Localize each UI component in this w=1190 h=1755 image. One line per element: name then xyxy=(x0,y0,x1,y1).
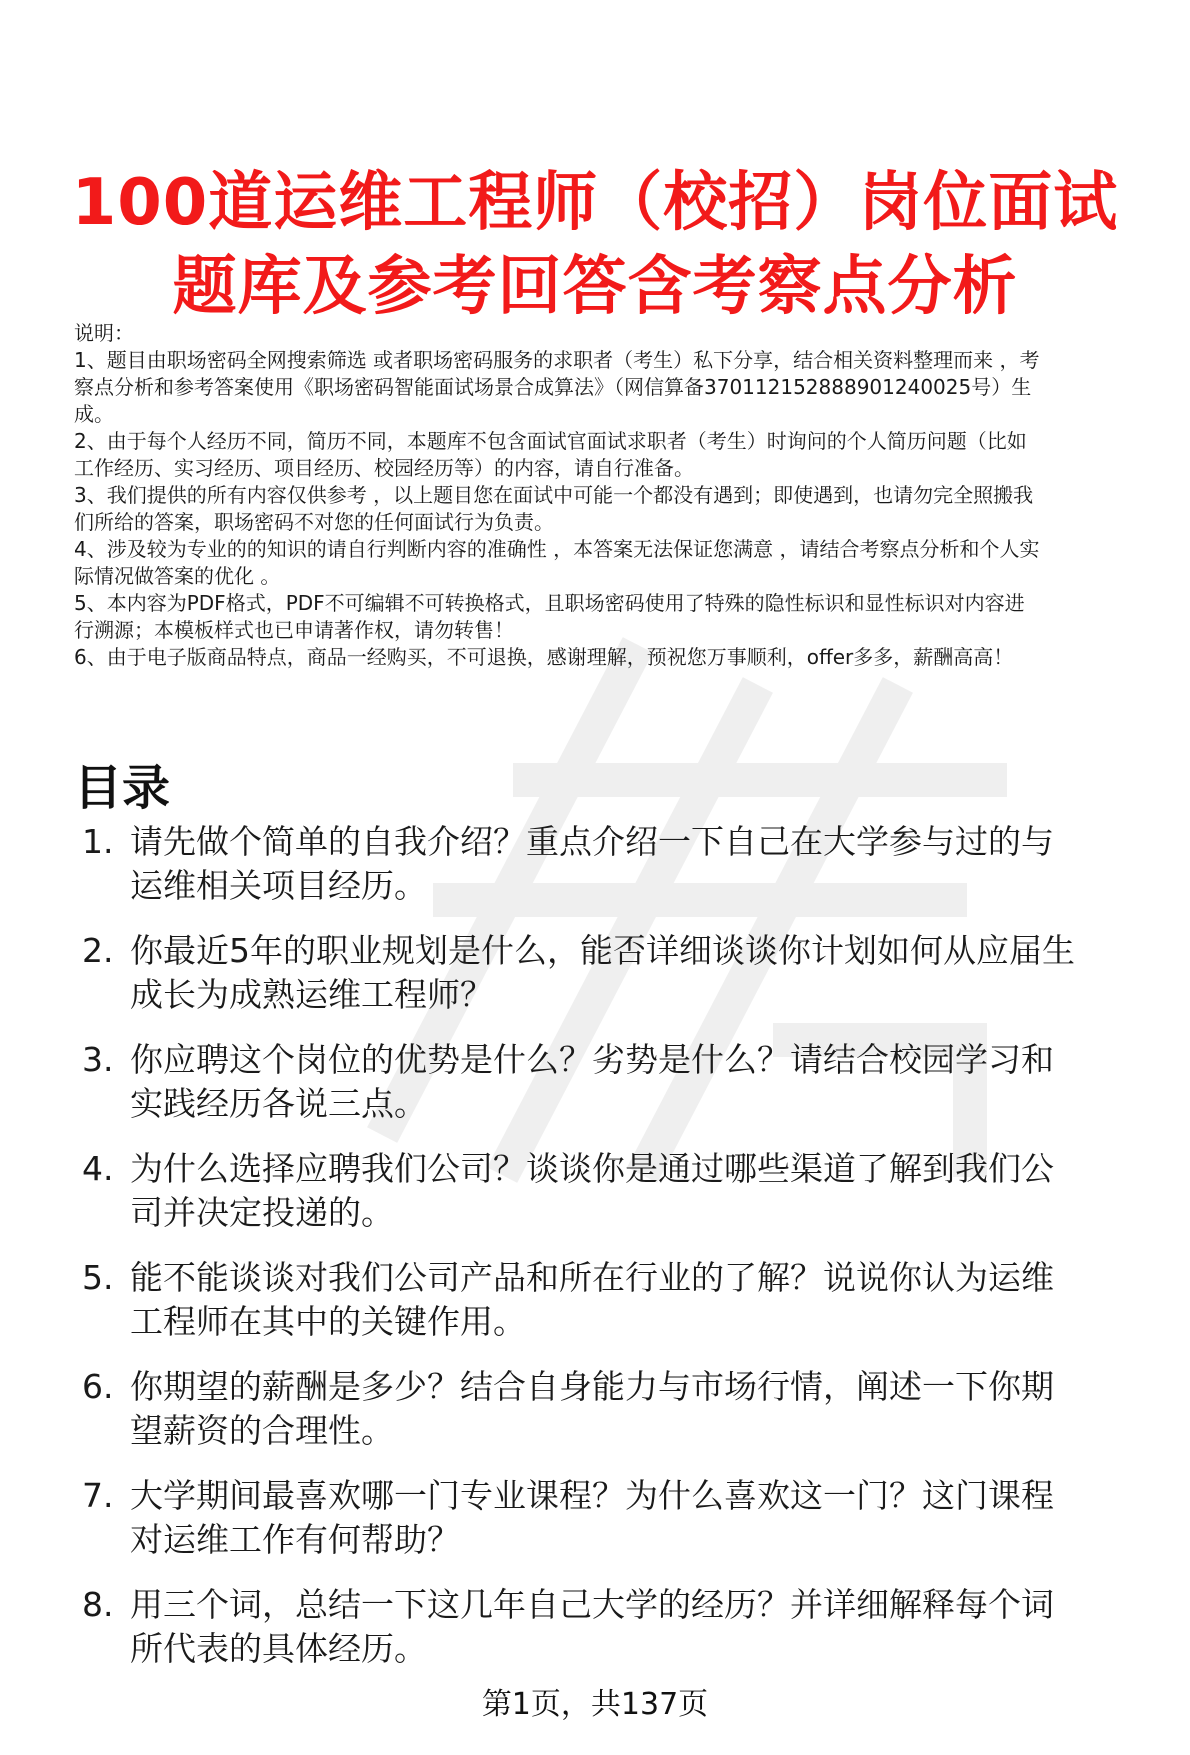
note-line: 工作经历、实习经历、项目经历、校园经历等）的内容，请自行准备。 xyxy=(74,456,694,480)
notes-heading: 说明： xyxy=(74,321,134,345)
toc-item-line: 成长为成熟运维工程师？ xyxy=(130,975,493,1014)
toc-item-number: 2. xyxy=(82,931,114,970)
toc-item xyxy=(74,1474,1164,1562)
toc-item xyxy=(74,1038,1164,1126)
toc-item-line: 你期望的薪酬是多少？结合自身能力与市场行情，阐述一下你期 xyxy=(130,1367,1054,1406)
title-line-2: 题库及参考回答含考察点分析 xyxy=(172,249,1018,324)
note-line: 成。 xyxy=(74,402,114,426)
toc-item-number: 6. xyxy=(82,1367,114,1406)
toc-item-line: 请先做个简单的自我介绍？重点介绍一下自己在大学参与过的与 xyxy=(130,822,1054,861)
toc-item-line: 望薪资的合理性。 xyxy=(130,1411,394,1450)
toc-item-line: 工程师在其中的关键作用。 xyxy=(130,1302,526,1341)
toc-item-line: 你最近5年的职业规划是什么，能否详细谈谈你计划如何从应届生 xyxy=(130,931,1075,970)
note-line: 行溯源；本模板样式也已申请著作权，请勿转售！ xyxy=(74,618,514,642)
note-line: 察点分析和参考答案使用《职场密码智能面试场景合成算法》（网信算备370112152888901240025号）生 xyxy=(74,375,1032,399)
toc-item-line: 司并决定投递的。 xyxy=(130,1193,394,1232)
toc-item-number: 7. xyxy=(82,1476,114,1515)
toc-item-line: 所代表的具体经历。 xyxy=(130,1629,427,1668)
toc-item xyxy=(74,929,1164,1017)
toc-item-number: 5. xyxy=(82,1258,114,1297)
note-line: 5、本内容为PDF格式，PDF不可编辑不可转换格式，且职场密码使用了特殊的隐性标识和显性标识对内容进 xyxy=(74,591,1025,615)
toc-item xyxy=(74,1583,1164,1671)
note-line: 3、我们提供的所有内容仅供参考 ，以上题目您在面试中可能一个都没有遇到；即使遇到，也请勿完全照搬我 xyxy=(74,483,1034,507)
toc-item-number: 8. xyxy=(82,1585,114,1624)
toc-item-line: 运维相关项目经历。 xyxy=(130,866,427,905)
note-line: 6、由于电子版商品特点，商品一经购买，不可退换，感谢理解，预祝您万事顺利，offer多多，薪酬高高！ xyxy=(74,645,1014,669)
toc-item xyxy=(74,1256,1164,1344)
toc-item xyxy=(74,820,1164,908)
toc-item xyxy=(74,1147,1164,1235)
toc-item-line: 用三个词，总结一下这几年自己大学的经历？并详细解释每个词 xyxy=(130,1585,1054,1624)
title-line-1: 100道运维工程师（校招）岗位面试 xyxy=(71,165,1119,240)
toc-item-line: 对运维工作有何帮助？ xyxy=(130,1520,460,1559)
toc-item-line: 实践经历各说三点。 xyxy=(130,1084,427,1123)
notes-section xyxy=(74,320,1164,671)
toc-list xyxy=(74,820,1164,1692)
toc-item-line: 为什么选择应聘我们公司？谈谈你是通过哪些渠道了解到我们公 xyxy=(130,1149,1054,1188)
document-title xyxy=(40,161,1150,329)
note-line: 们所给的答案，职场密码不对您的任何面试行为负责。 xyxy=(74,510,554,534)
toc-item-line: 你应聘这个岗位的优势是什么？劣势是什么？请结合校园学习和 xyxy=(130,1040,1054,1079)
note-line: 际情况做答案的优化 。 xyxy=(74,564,281,588)
toc-item-number: 1. xyxy=(82,822,114,861)
note-line: 4、涉及较为专业的的知识的请自行判断内容的准确性 ，本答案无法保证您满意 ，请结合考察点分析和个人实 xyxy=(74,537,1040,561)
page-number: 第1页，共137页 xyxy=(481,1687,709,1722)
note-line: 2、由于每个人经历不同，简历不同，本题库不包含面试官面试求职者（考生）时询问的个人简历问题（比如 xyxy=(74,429,1027,453)
note-line: 1、题目由职场密码全网搜索筛选 或者职场密码服务的求职者（考生）私下分享，结合相关资料整理而来 ，考 xyxy=(74,348,1040,372)
toc-item-line: 大学期间最喜欢哪一门专业课程？为什么喜欢这一门？这门课程 xyxy=(130,1476,1054,1515)
toc-heading: 目录 xyxy=(74,759,171,816)
toc-item-number: 3. xyxy=(82,1040,114,1079)
toc-item-number: 4. xyxy=(82,1149,114,1188)
toc-item-line: 能不能谈谈对我们公司产品和所在行业的了解？说说你认为运维 xyxy=(130,1258,1054,1297)
toc-item xyxy=(74,1365,1164,1453)
